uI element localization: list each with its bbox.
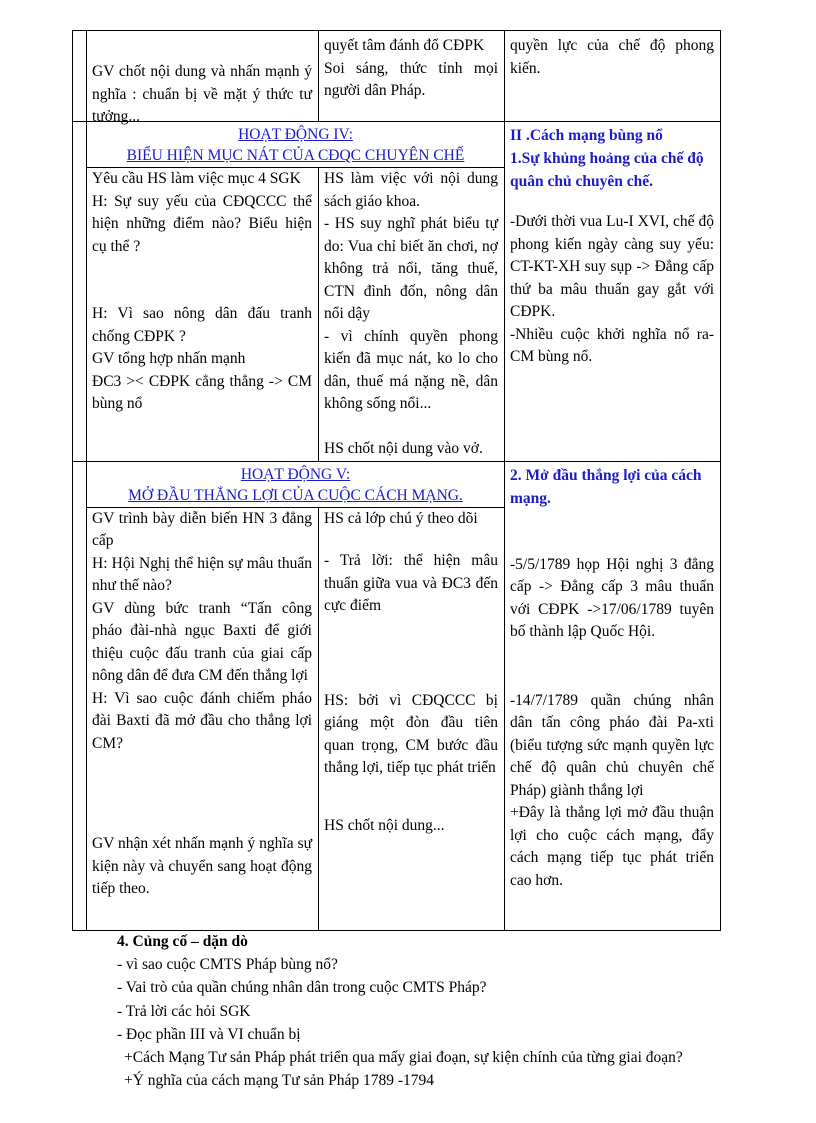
student-text: HS cả lớp chú ý theo dõi (324, 509, 478, 527)
student-text: Soi sáng, thức tỉnh mọi người dân Pháp. (324, 59, 498, 99)
activity-title-cell (87, 461, 505, 507)
student-text: quyết tâm đánh đổ CĐPK (324, 37, 485, 54)
content-text: quyền lực của chế độ phong kiến. (510, 37, 714, 77)
teacher-text: GV trình bày diễn biến HN 3 đẳng cấp (92, 509, 312, 549)
student-text: HS: bởi vì CĐQCCC bị giáng một đòn đầu tiên quan trọng, CM bước đầu thắng lợi, tiếp tục phát triển (324, 691, 498, 776)
teacher-text: GV chốt nội dung và nhấn mạnh ý nghĩa : chuẩn bị về mặt ý thức tư tưởng... (92, 63, 312, 125)
section-subtitle: 1.Sự khủng hoảng của chế độ quân chủ chuyên chế. (510, 150, 704, 190)
student-text: HS chốt nội dung... (324, 816, 445, 834)
teacher-cell (87, 507, 319, 930)
activity-title-line2: BIỂU HIỆN MỤC NÁT CỦA CĐQC CHUYÊN CHẾ (126, 147, 465, 164)
summary-item: - Trả lời các hỏi SGK (117, 1002, 251, 1020)
student-text: - HS suy nghĩ phát biểu tự do: Vua chỉ biết ăn chơi, nợ không trả nổi, tăng thuế, CTN đình đốn, nông dân nổi dậy (324, 215, 498, 322)
student-cell (319, 507, 505, 930)
gutter-cell (73, 31, 87, 122)
content-text: -Nhiều cuộc khởi nghĩa nổ ra-CM bùng nổ. (510, 325, 714, 365)
student-text: - vì chính quyền phong kiến đã mục nát, ko lo cho dân, thuế má nặng nề, dân không sống nổi... (324, 327, 498, 412)
activity-heading-row (73, 122, 721, 168)
table-row-continuation (73, 31, 721, 122)
summary-item: - Đọc phần III và VI chuẩn bị (117, 1025, 301, 1043)
teacher-cell (87, 168, 319, 462)
section-cell (505, 461, 721, 930)
summary-item: - vì sao cuộc CMTS Pháp bùng nổ? (117, 956, 338, 974)
teacher-text: GV dùng bức tranh “Tấn công pháo đài-nhà ngục Baxti để giới thiệu cuộc đấu tranh của giai cấp nông dân để đưa CM đến thắng lợi (92, 599, 312, 684)
teacher-text: ĐC3 >< CĐPK cẳng thẳng -> CM bùng nổ (92, 372, 312, 412)
content-cell (505, 31, 721, 122)
student-cell (319, 31, 505, 122)
content-text: -5/5/1789 họp Hội nghị 3 đẳng cấp -> Đẳng cấp 3 mâu thuẩn với CĐPK ->17/06/1789 tuyên bố thành lập Quốc Hội. (510, 555, 714, 640)
section-cell (505, 122, 721, 462)
section-title: 2. Mở đầu thắng lợi của cách mạng. (510, 466, 702, 507)
teacher-text: Yêu cầu HS làm việc mục 4 SGK (92, 170, 301, 187)
content-text: +Đây là thắng lợi mở đầu thuận lợi cho cuộc cách mạng, đẩy cách mạng tiếp tục phát triển cao hơn. (510, 804, 714, 889)
summary-item: - Vai trò của quần chúng nhân dân trong cuộc CMTS Pháp? (117, 979, 487, 997)
teacher-cell (87, 31, 319, 125)
teacher-text: H: Sự suy yếu của CĐQCCC thể hiện những điểm nào? Biểu hiện cụ thể ? (92, 192, 312, 255)
teacher-text: H: Vì sao nông dân đấu tranh chống CĐPK ? (92, 305, 312, 345)
summary-section (112, 930, 772, 1092)
content-text: -14/7/1789 quần chúng nhân dân tấn công pháo đài Pa-xti (biểu tượng sức mạnh quyền lực chế độ quân chủ chuyên chế Pháp) giành thắng lợi (510, 691, 714, 799)
activity-heading-row (73, 461, 721, 507)
activity-title-cell (87, 122, 505, 168)
student-text: - Trả lời: thể hiện mâu thuẩn giữa vua và ĐC3 đến cực điểm (324, 552, 498, 614)
lesson-table (72, 30, 721, 931)
content-text: -Dưới thời vua Lu-I XVI, chế độ phong kiến ngày càng suy yếu: CT-KT-XH suy sụp -> Đẳng cấp thứ ba mâu thuẩn gay gắt với CĐPK. (510, 213, 714, 320)
teacher-text: GV nhận xét nhấn mạnh ý nghĩa sự kiện này và chuyển sang hoạt động tiếp theo. (92, 835, 312, 897)
student-text: HS chốt nội dung vào vở. (324, 440, 483, 457)
summary-subitem: +Cách Mạng Tư sản Pháp phát triển qua mấy giai đoạn, sự kiện chính của từng giai đoạn? (124, 1049, 683, 1067)
gutter-cell (73, 461, 87, 930)
gutter-cell (73, 122, 87, 462)
teacher-text: GV tổng hợp nhấn mạnh (92, 350, 246, 367)
teacher-text: H: Hội Nghị thể hiện sự mâu thuẩn như thế nào? (92, 554, 312, 594)
section-title: II .Cách mạng bùng nổ (510, 127, 663, 144)
summary-subitem: +Ý nghĩa của cách mạng Tư sản Pháp 1789 -1794 (124, 1072, 434, 1090)
activity-title-line2: MỞ ĐẦU THẮNG LỢI CỦA CUỘC CÁCH MẠNG. (128, 486, 463, 504)
summary-title: 4. Củng cố – dặn dò (117, 933, 248, 950)
activity-title-line1: HOẠT ĐỘNG IV: (238, 126, 353, 143)
student-text: HS làm việc với nội dung sách giáo khoa. (324, 170, 498, 210)
activity-title-line1: HOẠT ĐỘNG V: (240, 465, 351, 483)
teacher-text: H: Vì sao cuộc đánh chiếm pháo đài Baxti đã mở đầu cho thắng lợi CM? (92, 689, 312, 752)
student-cell (319, 168, 505, 462)
